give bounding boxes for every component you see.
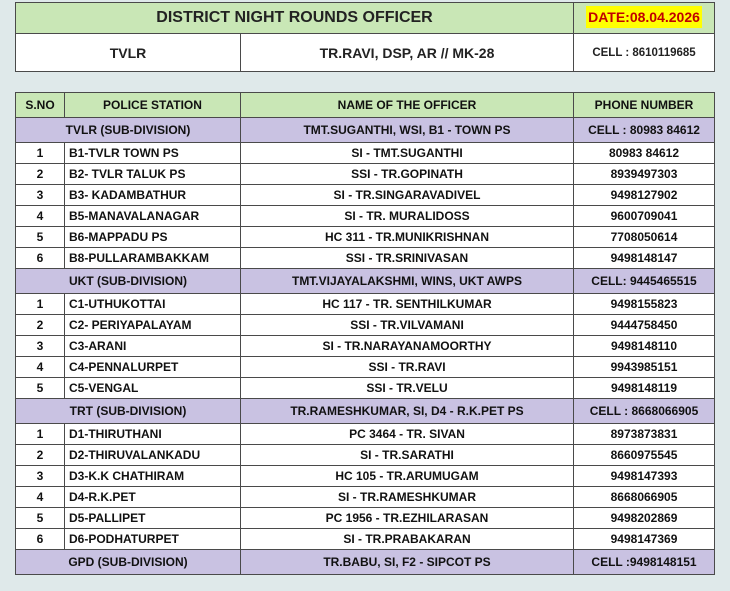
row-officer: SI - TR.SARATHI (241, 445, 574, 466)
row-station: C1-UTHUKOTTAI (65, 294, 241, 315)
subdivision-officer: TMT.VIJAYALAKSHMI, WINS, UKT AWPS (241, 269, 574, 294)
table-row (16, 227, 715, 248)
column-header-row (16, 93, 715, 118)
column-header-officer: NAME OF THE OFFICER (241, 93, 574, 118)
document-title: DISTRICT NIGHT ROUNDS OFFICER (16, 3, 574, 34)
row-station: B3- KADAMBATHUR (65, 185, 241, 206)
row-sno: 1 (16, 143, 65, 164)
row-phone: 9943985151 (574, 357, 715, 378)
row-officer: PC 1956 - TR.EZHILARASAN (241, 508, 574, 529)
row-phone: 9498147393 (574, 466, 715, 487)
subdivision-name: TRT (SUB-DIVISION) (16, 399, 241, 424)
table-row (16, 164, 715, 185)
row-phone: 8668066905 (574, 487, 715, 508)
row-officer: SSI - TR.SRINIVASAN (241, 248, 574, 269)
column-header-sno: S.NO (16, 93, 65, 118)
row-sno: 2 (16, 445, 65, 466)
subdivision-cell: CELL :9498148151 (574, 550, 715, 575)
row-sno: 3 (16, 336, 65, 357)
table-row (16, 378, 715, 399)
subdivision-officer: TR.BABU, SI, F2 - SIPCOT PS (241, 550, 574, 575)
row-officer: SSI - TR.VELU (241, 378, 574, 399)
row-station: B1-TVLR TOWN PS (65, 143, 241, 164)
row-officer: SSI - TR.VILVAMANI (241, 315, 574, 336)
row-officer: SI - TR. MURALIDOSS (241, 206, 574, 227)
table-row (16, 357, 715, 378)
row-sno: 6 (16, 529, 65, 550)
table-row (16, 206, 715, 227)
row-station: C2- PERIYAPALAYAM (65, 315, 241, 336)
subdivision-officer: TR.RAMESHKUMAR, SI, D4 - R.K.PET PS (241, 399, 574, 424)
row-sno: 5 (16, 227, 65, 248)
row-sno: 5 (16, 378, 65, 399)
table-row (16, 508, 715, 529)
row-phone: 9498148147 (574, 248, 715, 269)
row-phone: 9498127902 (574, 185, 715, 206)
row-officer: SI - TMT.SUGANTHI (241, 143, 574, 164)
roster-table (15, 92, 715, 575)
row-station: B6-MAPPADU PS (65, 227, 241, 248)
subdivision-row (16, 399, 715, 424)
table-row (16, 424, 715, 445)
row-phone: 9600709041 (574, 206, 715, 227)
duty-officer: TR.RAVI, DSP, AR // MK-28 (241, 34, 574, 72)
table-row (16, 466, 715, 487)
table-row (16, 529, 715, 550)
row-station: D4-R.K.PET (65, 487, 241, 508)
row-phone: 80983 84612 (574, 143, 715, 164)
row-sno: 5 (16, 508, 65, 529)
row-officer: SI - TR.PRABAKARAN (241, 529, 574, 550)
subdivision-cell: CELL: 9445465515 (574, 269, 715, 294)
row-station: D5-PALLIPET (65, 508, 241, 529)
subdivision-name: GPD (SUB-DIVISION) (16, 550, 241, 575)
row-phone: 9498202869 (574, 508, 715, 529)
row-station: B2- TVLR TALUK PS (65, 164, 241, 185)
row-sno: 4 (16, 206, 65, 227)
subdivision-cell: CELL : 80983 84612 (574, 118, 715, 143)
row-sno: 1 (16, 294, 65, 315)
row-sno: 6 (16, 248, 65, 269)
row-sno: 3 (16, 185, 65, 206)
row-station: B5-MANAVALANAGAR (65, 206, 241, 227)
row-officer: HC 311 - TR.MUNIKRISHNAN (241, 227, 574, 248)
row-station: C4-PENNALURPET (65, 357, 241, 378)
subdivision-row (16, 118, 715, 143)
row-officer: SSI - TR.GOPINATH (241, 164, 574, 185)
row-phone: 9498155823 (574, 294, 715, 315)
row-sno: 4 (16, 487, 65, 508)
subdivision-row (16, 550, 715, 575)
table-row (16, 445, 715, 466)
row-phone: 7708050614 (574, 227, 715, 248)
subdivision-cell: CELL : 8668066905 (574, 399, 715, 424)
row-officer: SI - TR.NARAYANAMOORTHY (241, 336, 574, 357)
subdivision-officer: TMT.SUGANTHI, WSI, B1 - TOWN PS (241, 118, 574, 143)
row-sno: 1 (16, 424, 65, 445)
table-row (16, 185, 715, 206)
row-sno: 3 (16, 466, 65, 487)
row-phone: 9498147369 (574, 529, 715, 550)
row-officer: SI - TR.SINGARAVADIVEL (241, 185, 574, 206)
column-header-station: POLICE STATION (65, 93, 241, 118)
row-officer: SI - TR.RAMESHKUMAR (241, 487, 574, 508)
row-phone: 8660975545 (574, 445, 715, 466)
row-station: D3-K.K CHATHIRAM (65, 466, 241, 487)
table-row (16, 336, 715, 357)
subdivision-name: TVLR (SUB-DIVISION) (16, 118, 241, 143)
subdivision-row (16, 269, 715, 294)
table-row (16, 294, 715, 315)
row-phone: 9444758450 (574, 315, 715, 336)
row-station: C3-ARANI (65, 336, 241, 357)
table-row (16, 487, 715, 508)
table-row (16, 315, 715, 336)
table-row (16, 248, 715, 269)
row-station: B8-PULLARAMBAKKAM (65, 248, 241, 269)
row-sno: 4 (16, 357, 65, 378)
row-sno: 2 (16, 164, 65, 185)
row-officer: HC 117 - TR. SENTHILKUMAR (241, 294, 574, 315)
row-sno: 2 (16, 315, 65, 336)
table-row (16, 143, 715, 164)
row-officer: SSI - TR.RAVI (241, 357, 574, 378)
row-officer: HC 105 - TR.ARUMUGAM (241, 466, 574, 487)
row-station: D2-THIRUVALANKADU (65, 445, 241, 466)
row-phone: 9498148110 (574, 336, 715, 357)
subdivision-name: UKT (SUB-DIVISION) (16, 269, 241, 294)
row-officer: PC 3464 - TR. SIVAN (241, 424, 574, 445)
column-header-phone: PHONE NUMBER (574, 93, 715, 118)
row-station: D1-THIRUTHANI (65, 424, 241, 445)
row-station: C5-VENGAL (65, 378, 241, 399)
duty-officer-cell: CELL : 8610119685 (574, 34, 715, 72)
row-phone: 9498148119 (574, 378, 715, 399)
row-station: D6-PODHATURPET (65, 529, 241, 550)
row-phone: 8973873831 (574, 424, 715, 445)
row-phone: 8939497303 (574, 164, 715, 185)
date-label: DATE:08.04.2026 (586, 6, 702, 28)
district-name: TVLR (16, 34, 241, 72)
header-table (15, 2, 715, 72)
